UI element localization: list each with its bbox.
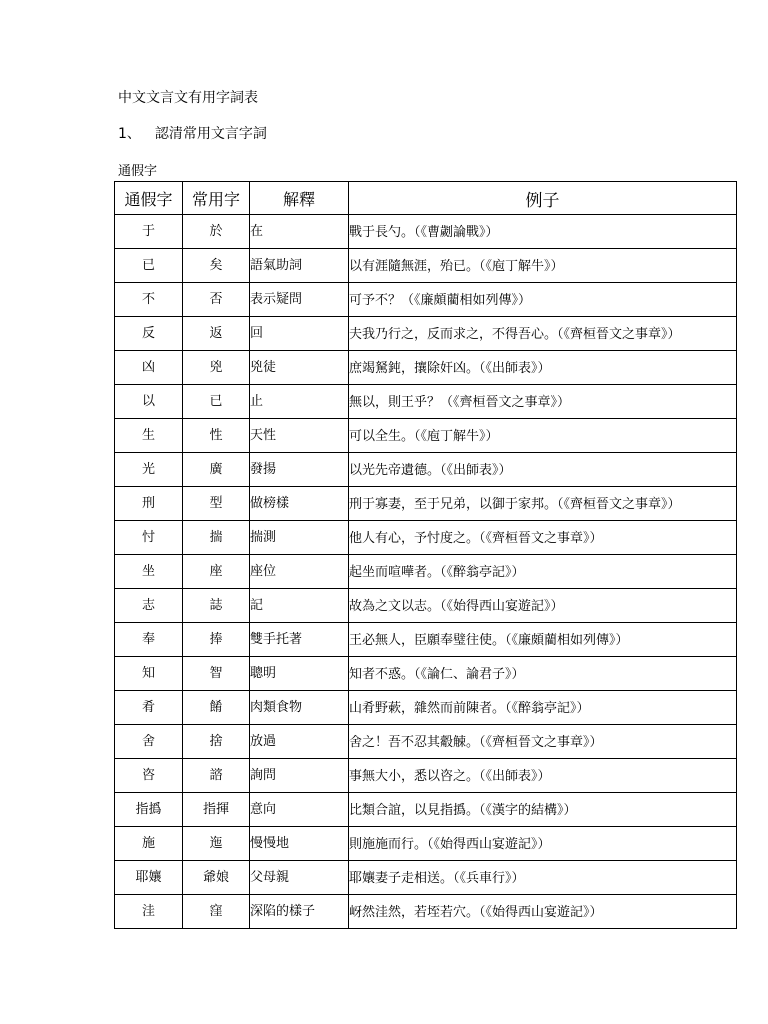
- document-title: 中文文言文有用字詞表: [118, 90, 258, 106]
- example-text: 岈然洼然，若垤若穴。（《始得西山宴遊記》）: [349, 904, 603, 920]
- table-row: [115, 895, 737, 929]
- glossary-table: [114, 181, 737, 929]
- cell-standard: 捧: [183, 623, 250, 657]
- cell-standard: 廣: [183, 453, 250, 487]
- cell-example: [349, 487, 737, 521]
- cell-example: [349, 827, 737, 861]
- table-row: [115, 793, 737, 827]
- table-row: [115, 589, 737, 623]
- cell-meaning: 止: [250, 385, 349, 419]
- cell-example: [349, 317, 737, 351]
- example-text: 耶孃妻子走相送。（《兵車行》）: [349, 870, 525, 886]
- cell-variant: 志: [115, 589, 183, 623]
- cell-variant: 咨: [115, 759, 183, 793]
- cell-example: [349, 895, 737, 929]
- cell-meaning: 父母親: [250, 861, 349, 895]
- cell-meaning: 兇徒: [250, 351, 349, 385]
- cell-meaning: 發揚: [250, 453, 349, 487]
- example-text: 庶竭駑鈍，攘除奸凶。（《出師表》）: [349, 360, 551, 376]
- cell-meaning: 雙手托著: [250, 623, 349, 657]
- table-header-row: [115, 182, 737, 215]
- cell-example: [349, 419, 737, 453]
- table-row: [115, 351, 737, 385]
- example-text: 以光先帝遺德。（《出師表》）: [349, 462, 512, 478]
- cell-example: [349, 725, 737, 759]
- cell-meaning: 座位: [250, 555, 349, 589]
- example-text: 戰于長勺。（《曹劌論戰》）: [349, 224, 499, 240]
- header-meaning: 解釋: [250, 182, 349, 215]
- table-row: [115, 657, 737, 691]
- cell-standard: 餚: [183, 691, 250, 725]
- example-text: 夫我乃行之，反而求之，不得吾心。（《齊桓晉文之事章》）: [349, 326, 681, 342]
- table-row: [115, 725, 737, 759]
- cell-variant: 不: [115, 283, 183, 317]
- table-row: [115, 691, 737, 725]
- table-row: [115, 827, 737, 861]
- cell-variant: 已: [115, 249, 183, 283]
- cell-standard: 誌: [183, 589, 250, 623]
- cell-meaning: 表示疑問: [250, 283, 349, 317]
- table-row: [115, 453, 737, 487]
- example-text: 可以全生。（《庖丁解牛》）: [349, 428, 499, 444]
- cell-standard: 已: [183, 385, 250, 419]
- cell-variant: 施: [115, 827, 183, 861]
- cell-variant: 坐: [115, 555, 183, 589]
- subsection-title: 通假字: [118, 164, 158, 179]
- cell-standard: 否: [183, 283, 250, 317]
- cell-example: [349, 861, 737, 895]
- cell-variant: 肴: [115, 691, 183, 725]
- table-row: [115, 487, 737, 521]
- example-text: 他人有心，予忖度之。（《齊桓晉文之事章》）: [349, 530, 603, 546]
- cell-standard: 爺娘: [183, 861, 250, 895]
- cell-standard: 捨: [183, 725, 250, 759]
- cell-meaning: 深陷的樣子: [250, 895, 349, 929]
- cell-variant: 指撝: [115, 793, 183, 827]
- cell-standard: 窪: [183, 895, 250, 929]
- cell-example: [349, 453, 737, 487]
- example-text: 舍之！吾不忍其觳觫。（《齊桓晉文之事章》）: [349, 734, 603, 750]
- table-row: [115, 419, 737, 453]
- cell-variant: 光: [115, 453, 183, 487]
- cell-meaning: 慢慢地: [250, 827, 349, 861]
- table-row: [115, 385, 737, 419]
- cell-standard: 座: [183, 555, 250, 589]
- cell-variant: 舍: [115, 725, 183, 759]
- cell-example: [349, 385, 737, 419]
- header-variant: 通假字: [115, 182, 183, 215]
- example-text: 以有涯隨無涯，殆已。（《庖丁解牛》）: [349, 258, 564, 274]
- table-row: [115, 317, 737, 351]
- table-row: [115, 283, 737, 317]
- cell-example: [349, 215, 737, 249]
- cell-example: [349, 521, 737, 555]
- cell-meaning: 詢問: [250, 759, 349, 793]
- cell-standard: 型: [183, 487, 250, 521]
- cell-standard: 指揮: [183, 793, 250, 827]
- cell-example: [349, 793, 737, 827]
- example-text: 起坐而喧嘩者。（《醉翁亭記》）: [349, 564, 525, 580]
- table-row: [115, 759, 737, 793]
- cell-standard: 迤: [183, 827, 250, 861]
- cell-meaning: 意向: [250, 793, 349, 827]
- cell-meaning: 回: [250, 317, 349, 351]
- example-text: 故為之文以志。（《始得西山宴遊記》）: [349, 598, 564, 614]
- example-text: 則施施而行。（《始得西山宴遊記》）: [349, 836, 551, 852]
- cell-standard: 矣: [183, 249, 250, 283]
- cell-meaning: 天性: [250, 419, 349, 453]
- cell-variant: 于: [115, 215, 183, 249]
- cell-example: [349, 351, 737, 385]
- cell-variant: 生: [115, 419, 183, 453]
- example-text: 可予不？（《廉頗藺相如列傳》）: [349, 292, 532, 308]
- cell-meaning: 語氣助詞: [250, 249, 349, 283]
- example-text: 事無大小，悉以咨之。（《出師表》）: [349, 768, 551, 784]
- cell-standard: 於: [183, 215, 250, 249]
- example-text: 無以，則王乎？（《齊桓晉文之事章》）: [349, 394, 571, 410]
- cell-example: [349, 249, 737, 283]
- cell-variant: 奉: [115, 623, 183, 657]
- example-text: 比類合誼，以見指撝。（《漢字的結構》）: [349, 802, 577, 818]
- table-row: [115, 623, 737, 657]
- section-number: 1、: [118, 126, 141, 142]
- cell-variant: 洼: [115, 895, 183, 929]
- table-row: [115, 555, 737, 589]
- example-text: 山肴野蔌，雜然而前陳者。（《醉翁亭記》）: [349, 700, 590, 716]
- cell-standard: 揣: [183, 521, 250, 555]
- cell-standard: 智: [183, 657, 250, 691]
- cell-standard: 性: [183, 419, 250, 453]
- glossary-body: [115, 215, 737, 929]
- section-title: 認清常用文言字詞: [154, 126, 267, 142]
- cell-meaning: 在: [250, 215, 349, 249]
- cell-standard: 兇: [183, 351, 250, 385]
- example-text: 王必無人，臣願奉璧往使。（《廉頗藺相如列傳》）: [349, 632, 629, 648]
- cell-standard: 諮: [183, 759, 250, 793]
- table-row: [115, 861, 737, 895]
- cell-example: [349, 555, 737, 589]
- cell-example: [349, 691, 737, 725]
- header-example: 例子: [349, 182, 737, 215]
- header-standard: 常用字: [183, 182, 250, 215]
- cell-variant: 忖: [115, 521, 183, 555]
- table-row: [115, 249, 737, 283]
- cell-example: [349, 283, 737, 317]
- table-row: [115, 215, 737, 249]
- cell-variant: 以: [115, 385, 183, 419]
- cell-example: [349, 623, 737, 657]
- cell-variant: 耶孃: [115, 861, 183, 895]
- cell-example: [349, 657, 737, 691]
- table-row: [115, 521, 737, 555]
- example-text: 知者不惑。（《論仁、論君子》）: [349, 666, 525, 682]
- section-heading: [118, 125, 267, 143]
- cell-example: [349, 759, 737, 793]
- cell-example: [349, 589, 737, 623]
- cell-meaning: 肉類食物: [250, 691, 349, 725]
- cell-meaning: 放過: [250, 725, 349, 759]
- cell-standard: 返: [183, 317, 250, 351]
- cell-meaning: 聰明: [250, 657, 349, 691]
- cell-meaning: 揣測: [250, 521, 349, 555]
- cell-meaning: 做榜樣: [250, 487, 349, 521]
- cell-variant: 反: [115, 317, 183, 351]
- cell-variant: 知: [115, 657, 183, 691]
- cell-variant: 刑: [115, 487, 183, 521]
- cell-meaning: 記: [250, 589, 349, 623]
- cell-variant: 凶: [115, 351, 183, 385]
- example-text: 刑于寡妻，至于兄弟，以御于家邦。（《齊桓晉文之事章》）: [349, 496, 681, 512]
